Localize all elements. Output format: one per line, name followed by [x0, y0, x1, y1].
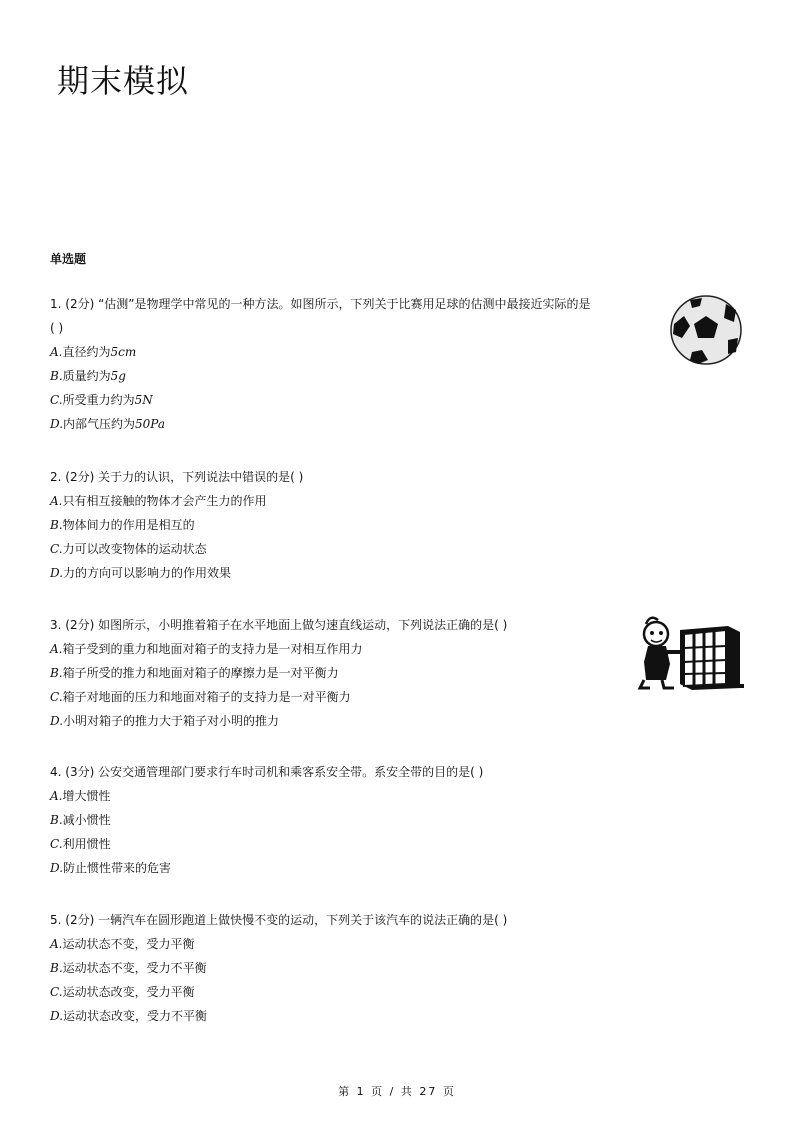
option-d: D.运动状态改变，受力不平衡: [50, 1009, 208, 1023]
question-stem: 2. (2分) 关于力的认识，下列说法中错误的是( ): [50, 470, 304, 484]
option-c: C.所受重力约为5N: [50, 393, 153, 407]
soccer-ball-image: [668, 294, 744, 366]
option-d: D.内部气压约为50Pa: [50, 417, 165, 431]
option-b: B.箱子所受的推力和地面对箱子的摩擦力是一对平衡力: [50, 666, 339, 680]
option-d: D.力的方向可以影响力的作用效果: [50, 566, 232, 580]
option-d: D.防止惯性带来的危害: [50, 861, 172, 875]
option-b: B.物体间力的作用是相互的: [50, 518, 195, 532]
question-1: [50, 292, 591, 436]
option-a: A.箱子受到的重力和地面对箱子的支持力是一对相互作用力: [50, 642, 363, 656]
option-d: D.小明对箱子的推力大于箱子对小明的推力: [50, 714, 280, 728]
question-2: [50, 465, 303, 585]
option-c: C.力可以改变物体的运动状态: [50, 542, 207, 556]
question-stem: 4. (3分) 公安交通管理部门要求行车时司机和乘客系安全带。系安全带的目的是( ): [50, 765, 484, 779]
option-c: C.利用惯性: [50, 837, 111, 851]
question-5: [50, 908, 507, 1028]
section-heading: 单选题: [50, 252, 87, 266]
option-b: B.质量约为5g: [50, 369, 126, 383]
option-a: A.直径约为5cm: [50, 345, 137, 359]
question-stem: 3. (2分) 如图所示，小明推着箱子在水平地面上做匀速直线运动，下列说法正确的是( ): [50, 618, 508, 632]
question-3: [50, 613, 507, 733]
boy-pushing-box-image: [636, 612, 746, 692]
question-4: [50, 760, 483, 880]
question-stem: 1. (2分) “估测”是物理学中常见的一种方法。如图所示，下列关于比赛用足球的估测中最接近实际的是: [50, 297, 591, 311]
question-stem: 5. (2分) 一辆汽车在圆形跑道上做快慢不变的运动，下列关于该汽车的说法正确的是( ): [50, 913, 508, 927]
option-a: A.运动状态不变，受力平衡: [50, 937, 195, 951]
option-b: B.减小惯性: [50, 813, 111, 827]
option-c: C.运动状态改变，受力平衡: [50, 985, 195, 999]
option-b: B.运动状态不变，受力不平衡: [50, 961, 207, 975]
page-title: 期末模拟: [57, 62, 190, 100]
option-a: A.增大惯性: [50, 789, 111, 803]
question-stem-continued: ( ): [50, 321, 64, 335]
page-footer: 第 1 页 / 共 27 页: [338, 1085, 456, 1098]
option-a: A.只有相互接触的物体才会产生力的作用: [50, 494, 267, 508]
option-c: C.箱子对地面的压力和地面对箱子的支持力是一对平衡力: [50, 690, 351, 704]
